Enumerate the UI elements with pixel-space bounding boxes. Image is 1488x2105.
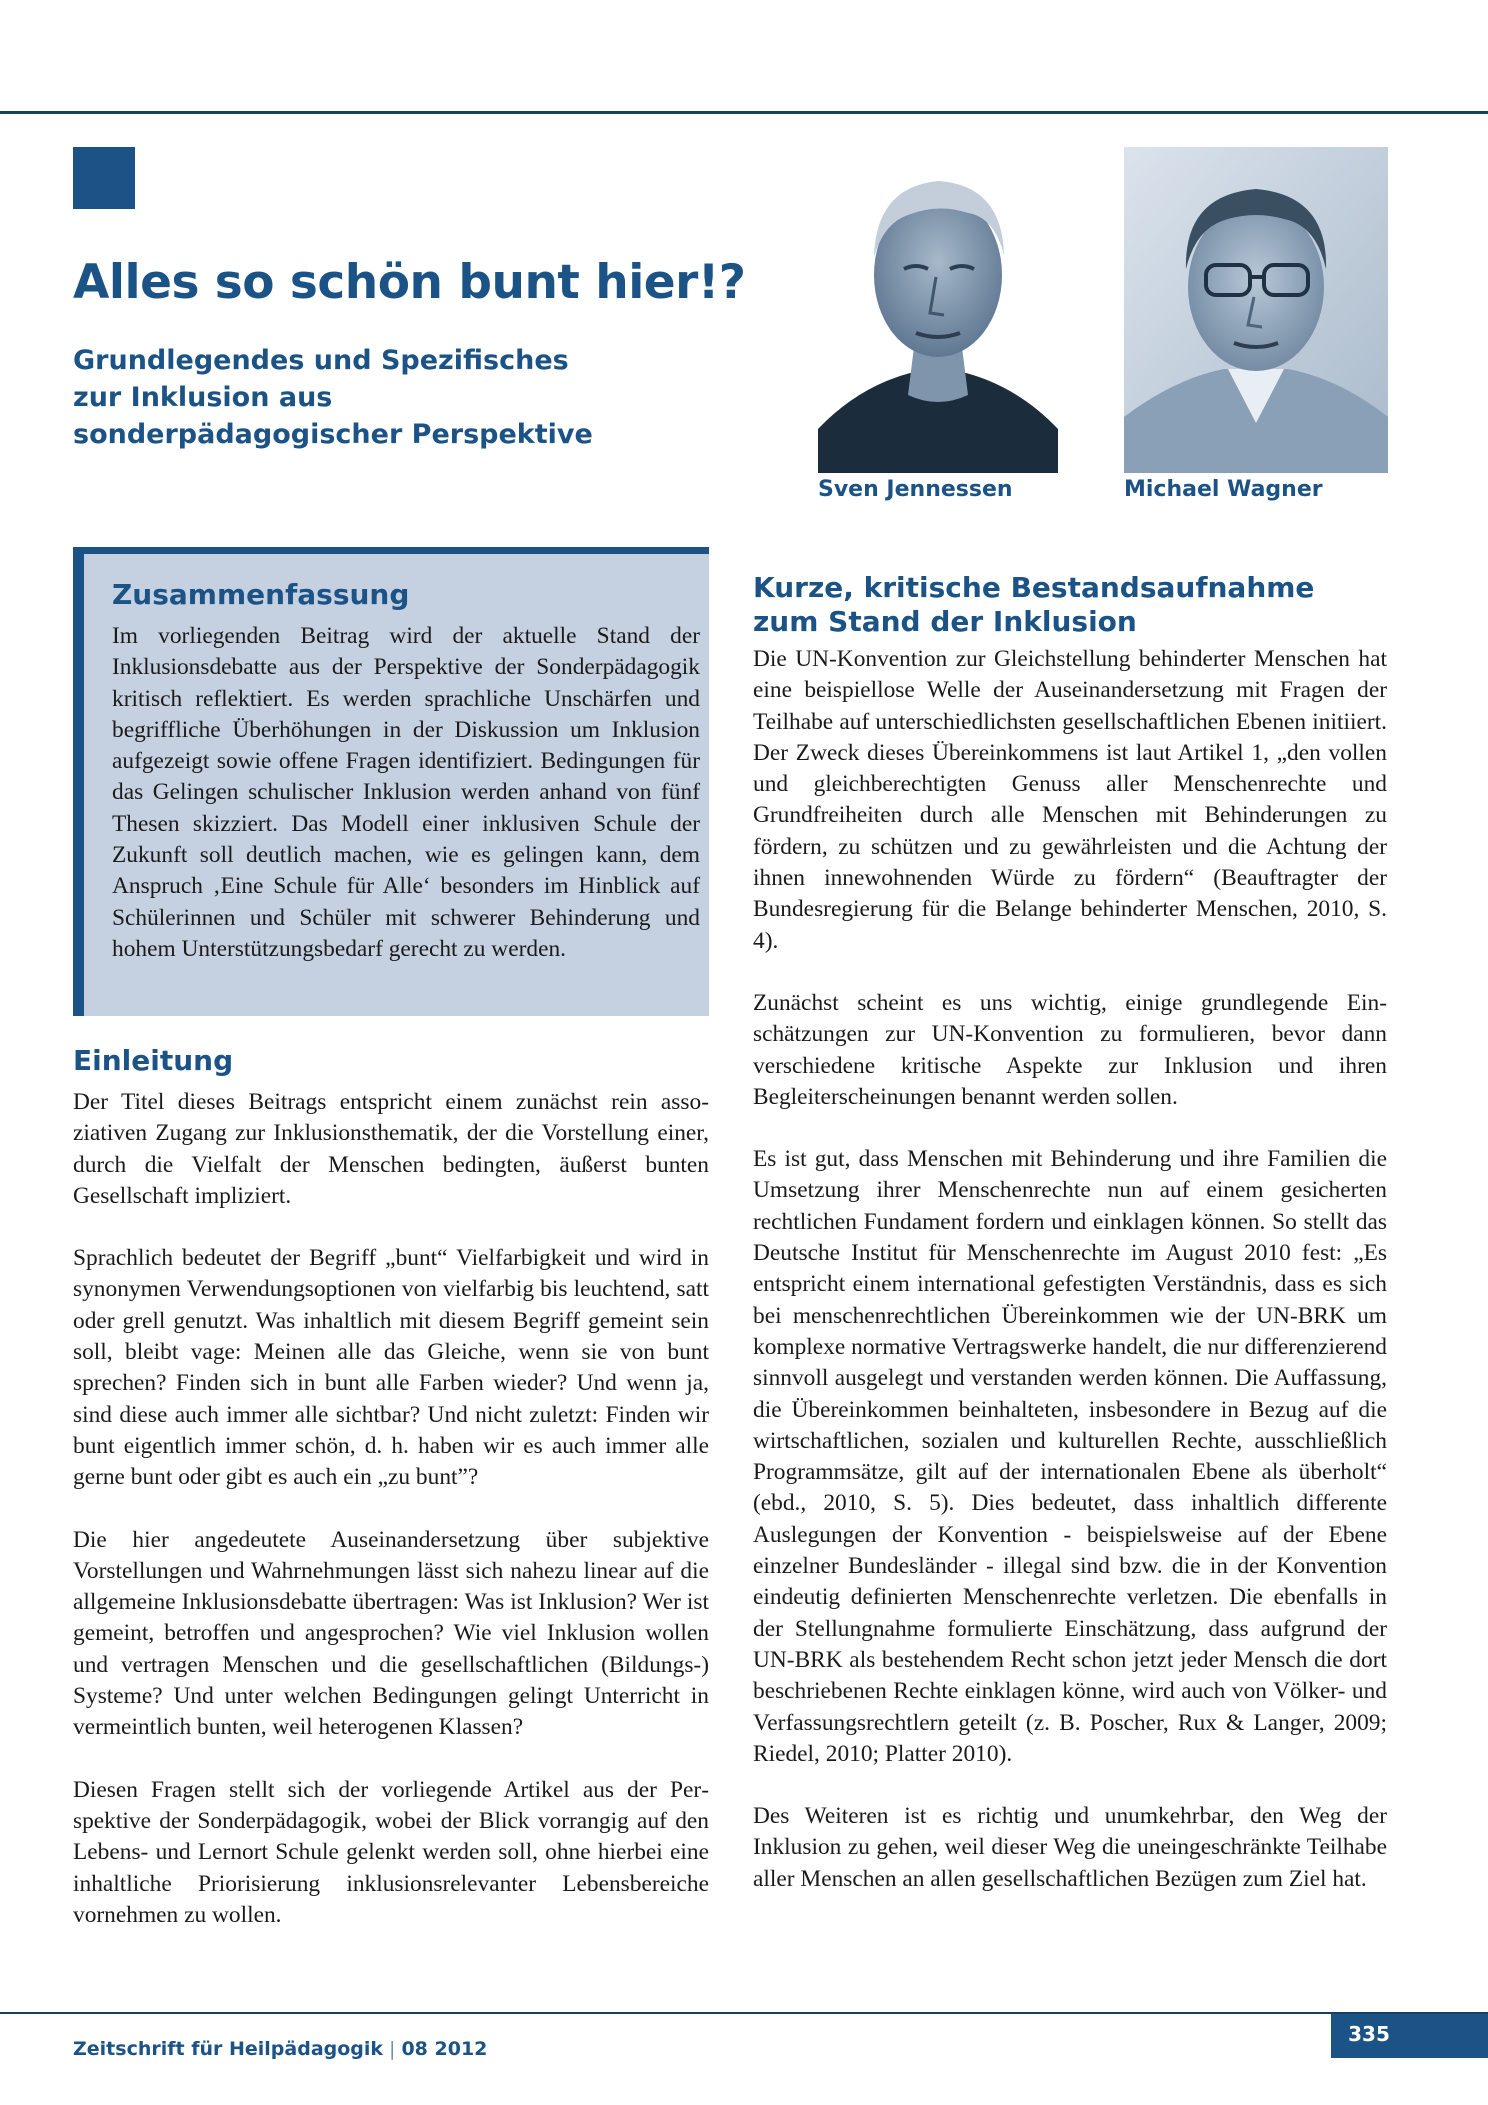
article-title: Alles so schön bunt hier!?	[73, 255, 746, 310]
subtitle-line: Grundlegendes und Spezifisches	[73, 345, 569, 376]
body-paragraph: Die hier angedeutete Auseinandersetzung über subjektive Vorstellungen und Wahrnehmungen lässt sich nahezu linear auf die allgemeine Inklusionsdebatte übertragen: Was ist Inklusion? Wer ist gemeint, betroffen und angesprochen? Wie viel Inklusion wollen und vertragen Menschen und die gesellschaftlichen (Bildungs-) Systeme? Und unter welchen Bedingungen gelingt Unterricht in vermeintlich bunten, weil heterogenen Klassen?	[73, 1526, 709, 1741]
author-name: Michael Wagner	[1124, 477, 1323, 502]
footer-journal-info	[73, 2038, 487, 2060]
author-photo-michael-wagner	[1124, 147, 1388, 473]
author-photo-sven-jennessen	[818, 147, 1058, 473]
page-number-box	[1331, 2014, 1488, 2058]
article-subtitle	[73, 342, 633, 453]
section-marker-square	[73, 147, 135, 209]
author-name: Sven Jennessen	[818, 477, 1013, 502]
body-paragraph: Des Weiteren ist es richtig und unumkehrbar, den Weg der Inklusion zu gehen, weil dieser Weg die uneingeschränkte Teilhabe aller Menschen an allen gesellschaftlichen Bezügen zum Ziel hat.	[753, 1803, 1387, 1892]
page-number: 335	[1348, 2022, 1390, 2046]
journal-name: Zeitschrift für Heilpädagogik	[73, 2038, 384, 2060]
abstract-heading: Zusammenfassung	[112, 578, 410, 611]
right-column	[753, 644, 1387, 1926]
body-paragraph: Der Titel dieses Beitrags entspricht einem zunächst rein assoziativen Zugang zur Inklusionsthematik, der die Vorstellung einer, durch die Vielfalt der Menschen bedingten, äußerst bunten Gesellschaft impliziert.	[73, 1089, 709, 1209]
left-column	[73, 1087, 709, 1962]
body-paragraph: Es ist gut, dass Menschen mit Behinderung und ihre Familien die Umsetzung ihrer Menschenrechte nun auf einem gesicherten rechtlichen Fundament fordern und einklagen können. So stellt das Deutsche Institut für Menschenrechte im August 2010 fest: „Es entspricht einem international gefestigten Verständnis, dass es sich bei menschenrechtlichen Übereinkommen wie der UN-BRK um komplexe normative Vertragswerke handelt, die nur differenzierend sinnvoll ausgelegt und verstanden werden können. Die Auffassung, die Übereinkommen beinhalteten, insbesondere in Bezug auf die wirtschaftlichen, sozialen und kulturellen Rechte, ausschließlich Programmsätze, gilt auf der internationalen Ebene als überholt“ (ebd., 2010, S. 5). Dies bedeutet, dass inhaltlich differente Auslegungen der Konvention - beispielsweise auf der Ebene einzelner Bundesländer - illegal sind bzw. die in der Konvention eindeutig definierten Menschenrechte verletzen. Die ebenfalls in der Stellungnahme formulierte Einschätzung, dass aufgrund der UN-BRK als bestehendem Recht schon jetzt jeder Mensch die dort beschriebenen Rechte einklagen könne, wird auch von Völker- und Verfassungsrechtlern geteilt (z. B. Poscher, Rux & Langer, 2009; Riedel, 2010; Platter 2010).	[753, 1146, 1387, 1767]
section-heading-bestandsaufnahme: Kurze, kritische Bestandsaufnahme zum Stand der Inklusion	[753, 571, 1315, 638]
journal-issue: 08 2012	[401, 2038, 488, 2060]
abstract-box	[73, 547, 709, 1016]
portrait-image	[818, 147, 1058, 473]
abstract-text: Im vorliegenden Beitrag wird der aktuelle Stand der Inklusionsdebatte aus der Perspektive der Sonderpädagogik kritisch reflektiert. Es werden sprachliche Unschärfen und begriffliche Überhöhungen in der Diskussion um Inklusion aufgezeigt sowie offene Fragen identifiziert. Bedingungen für das Gelingen schulischer Inklusion werden anhand von fünf Thesen skizziert. Das Modell einer inklusiven Schule der Zukunft soll deutlich machen, wie es gelingen kann, dem Anspruch ‚Eine Schule für Alle‘ besonders im Hinblick auf Schülerinnen und Schüler mit schwerer Behinderung und hohem Unterstützungsbedarf gerecht zu werden.	[112, 623, 700, 962]
body-paragraph: Diesen Fragen stellt sich der vorliegende Artikel aus der Perspektive der Sonderpädagogik, wobei der Blick vorrangig auf den Lebens- und Lernort Schule gelenkt werden soll, ohne hierbei eine inhaltliche Priorisierung inklusionsrelevanter Lebensbereiche vornehmen zu wollen.	[73, 1776, 709, 1928]
body-paragraph: Zunächst scheint es uns wichtig, einige grundlegende Einschätzungen zur UN-Konvention zu formulieren, bevor dann verschiedene kritische Aspekte zur Inklusion und ihren Begleiterscheinungen benannt werden sollen.	[753, 989, 1387, 1110]
portrait-image	[1124, 147, 1388, 473]
body-paragraph: Sprachlich bedeutet der Begriff „bunt“ Vielfarbigkeit und wird in synonymen Verwendungsoptionen von vielfarbig bis leuchtend, satt oder grell genutzt. Was inhaltlich mit diesem Begriff gemeint sein soll, bleibt vage: Meinen alle das Gleiche, wenn sie von bunt sprechen? Finden sich in bunt alle Farben wieder? Und wenn ja, sind diese auch immer alle sichtbar? Und nicht zuletzt: Finden wir bunt eigentlich immer schön, d. h. haben wir es auch immer alle gerne bunt oder gibt es auch ein „zu bunt”?	[73, 1245, 709, 1491]
top-rule	[0, 111, 1488, 114]
footer-separator: |	[389, 2038, 396, 2060]
subtitle-line: zur Inklusion aus	[73, 382, 333, 413]
section-heading-einleitung: Einleitung	[73, 1044, 234, 1077]
subtitle-line: sonderpädagogischer Perspektive	[73, 419, 593, 450]
body-paragraph: Die UN-Konvention zur Gleichstellung behinderter Menschen hat eine beispiellose Welle der Auseinandersetzung mit Fragen der Teilhabe auf unterschiedlichsten gesellschaftlichen Ebenen initiiert. Der Zweck dieses Übereinkommens ist laut Artikel 1, „den vollen und gleichberechtigten Genuss aller Menschenrechte und Grundfreiheiten durch alle Menschen mit Behinderungen zu fördern, zu schützen und zu gewährleisten und die Achtung der ihnen innewohnenden Würde zu fördern“ (Beauftragter der Bundesregierung für die Belange behinderter Menschen, 2010, S. 4).	[753, 646, 1387, 954]
footer-rule	[0, 2012, 1488, 2014]
